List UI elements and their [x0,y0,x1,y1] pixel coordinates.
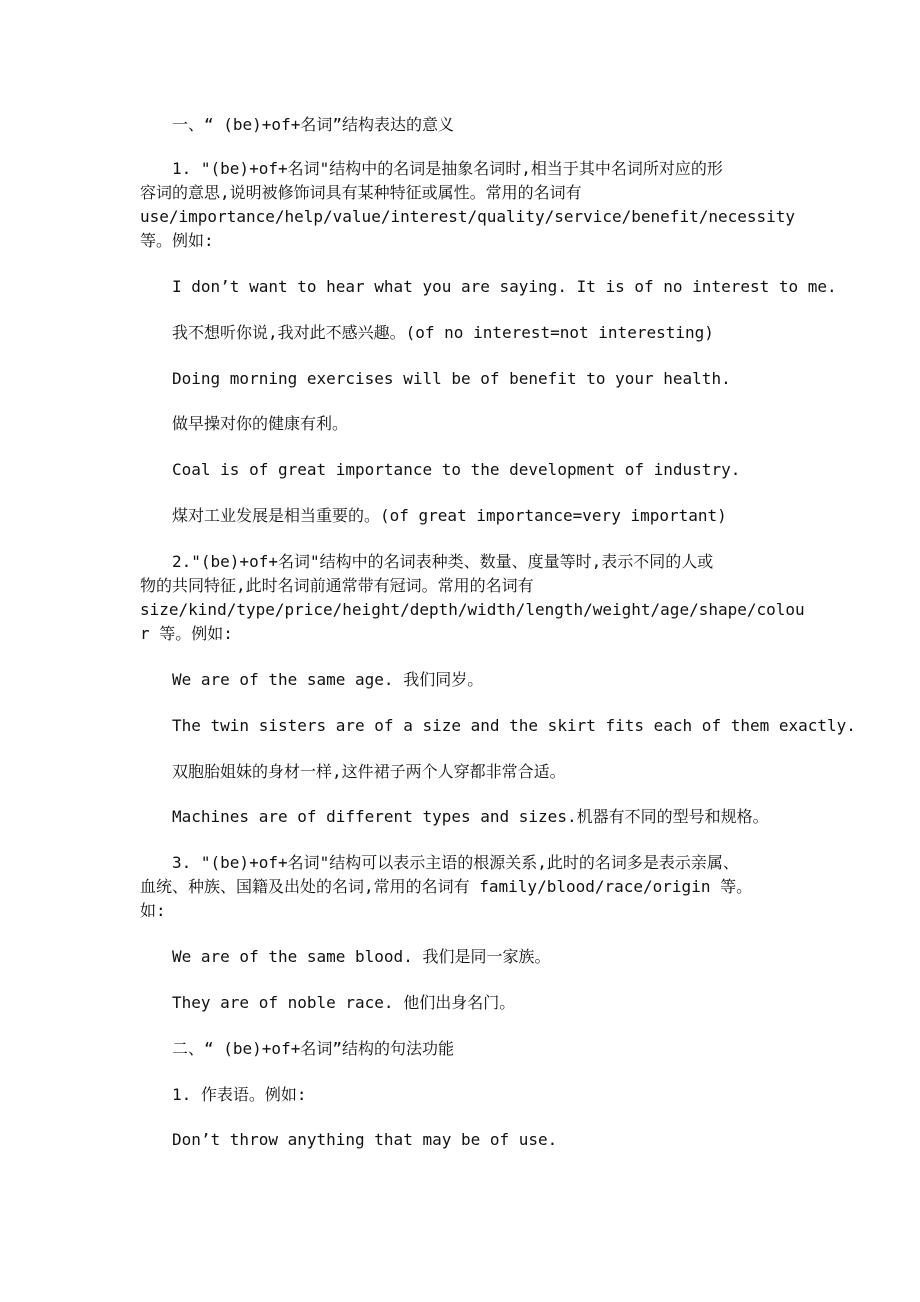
paragraph-3-line-2: 血统、种族、国籍及出处的名词,常用的名词有 family/blood/race/origin 等。 [140,877,753,896]
paragraph-2-line-1: 2."(be)+of+名词"结构中的名词表种类、数量、度量等时,表示不同的人或 [172,552,714,571]
example-line: 我不想听你说,我对此不感兴趣。(of no interest=not interesting) [172,323,714,342]
example-line: Coal is of great importance to the development of industry. [172,460,741,479]
example-line: Doing morning exercises will be of benefit to your health. [172,369,731,388]
section-heading-1: 一、“ (be)+of+名词”结构表达的意义 [172,115,454,134]
paragraph-1-line-2: 容词的意思,说明被修饰词具有某种特征或属性。常用的名词有 [140,183,582,202]
example-line: We are of the same age. 我们同岁。 [172,670,484,689]
example-line: They are of noble race. 他们出身名门。 [172,993,516,1012]
paragraph-2-line-2: 物的共同特征,此时名词前通常带有冠词。常用的名词有 [140,576,534,595]
subsection-heading: 1. 作表语。例如: [172,1085,307,1104]
paragraph-1-line-1: 1. "(be)+of+名词"结构中的名词是抽象名词时,相当于其中名词所对应的形 [172,159,723,178]
example-line: Don’t throw anything that may be of use. [172,1130,558,1149]
paragraph-2-line-3: size/kind/type/price/height/depth/width/length/weight/age/shape/colou [140,600,805,619]
paragraph-1-line-3: use/importance/help/value/interest/quality/service/benefit/necessity [140,207,796,226]
paragraph-3-line-3: 如: [140,901,166,920]
section-heading-2: 二、“ (be)+of+名词”结构的句法功能 [172,1039,454,1058]
example-line: 煤对工业发展是相当重要的。(of great importance=very important) [172,506,727,525]
example-line: The twin sisters are of a size and the skirt fits each of them exactly. [172,716,856,735]
paragraph-1-line-4: 等。例如: [140,231,214,250]
paragraph-2-line-4: r 等。例如: [140,624,233,643]
example-line: We are of the same blood. 我们是同一家族。 [172,947,551,966]
example-line: 做早操对你的健康有利。 [172,414,349,433]
paragraph-3-line-1: 3. "(be)+of+名词"结构可以表示主语的根源关系,此时的名词多是表示亲属、 [172,853,739,872]
example-line: I don’t want to hear what you are saying. It is of no interest to me. [172,277,837,296]
example-line: Machines are of different types and sizes.机器有不同的型号和规格。 [172,807,769,826]
example-line: 双胞胎姐妹的身材一样,这件裙子两个人穿都非常合适。 [172,762,566,781]
